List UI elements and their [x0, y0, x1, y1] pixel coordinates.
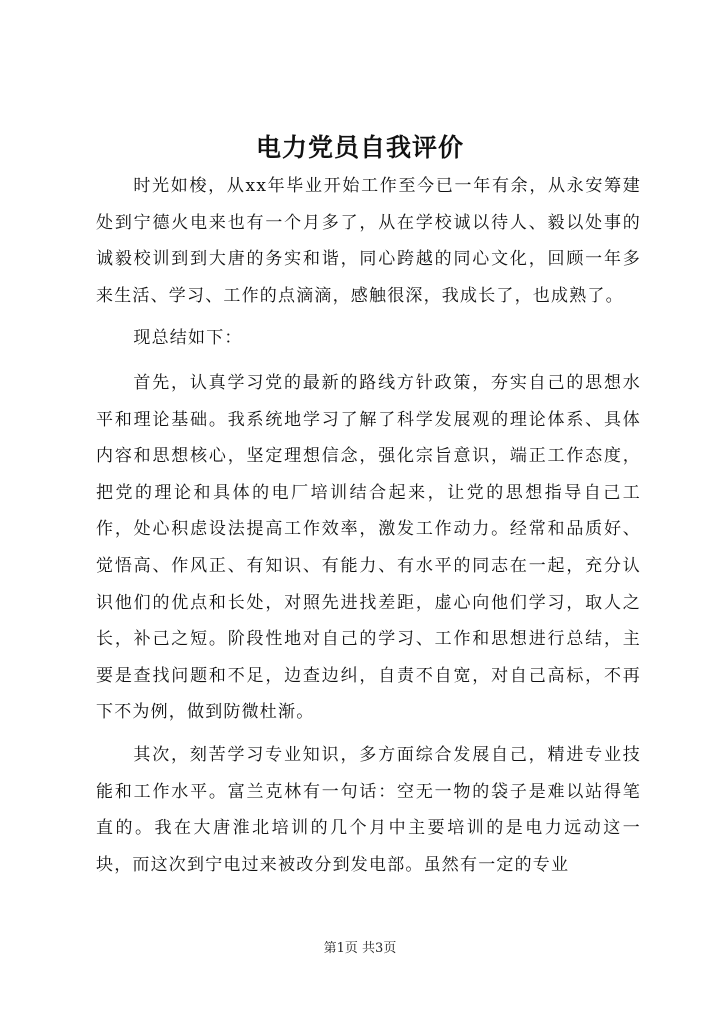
document-title: 电力党员自我评价 — [255, 133, 464, 162]
paragraph-summary-lead: 现总结如下： — [133, 328, 243, 349]
paragraph-first-point: 首先，认真学习党的最新的路线方针政策，夯实自己的思想水平和理论基础。我系统地学习了解了科学发展观的理论体系、具体内容和思想核心，坚定理想信念，强化宗旨意识，端正工作态度，把党的理论和具体的电厂培训结合起来，让党的思想指导自己工作，处心积虑设法提高工作效率，激发工作动力。经常和品质好、觉悟高、作风正、有知识、有能力、有水平的同志在一起，充分认识他们的优点和长处，对照先进找差距，虚心向他们学习，取人之长，补己之短。阶段性地对自己的学习、工作和思想进行总结，主要是查找问题和不足，边查边纠，自责不自宽，对自己高标，不再下不为例，做到防微杜渐。 — [96, 372, 641, 723]
document-body — [96, 168, 641, 883]
paragraph-second-point: 其次，刻苦学习专业知识，多方面综合发展自己，精进专业技能和工作水平。富兰克林有一句话：空无一物的袋子是难以站得笔直的。我在大唐淮北培训的几个月中主要培训的是电力远动这一块，而这次到宁电过来被改分到发电部。虽然有一定的专业 — [96, 744, 641, 875]
paragraph-intro: 时光如梭，从xx年毕业开始工作至今已一年有余，从永安筹建处到宁德火电来也有一个月多了，从在学校诚以待人、毅以处事的诚毅校训到到大唐的务实和谐，同心跨越的同心文化，回顾一年多来生活、学习、工作的点滴滴，感触很深，我成长了，也成熟了。 — [96, 176, 641, 306]
page-footer: 第1页 共3页 — [323, 941, 397, 956]
